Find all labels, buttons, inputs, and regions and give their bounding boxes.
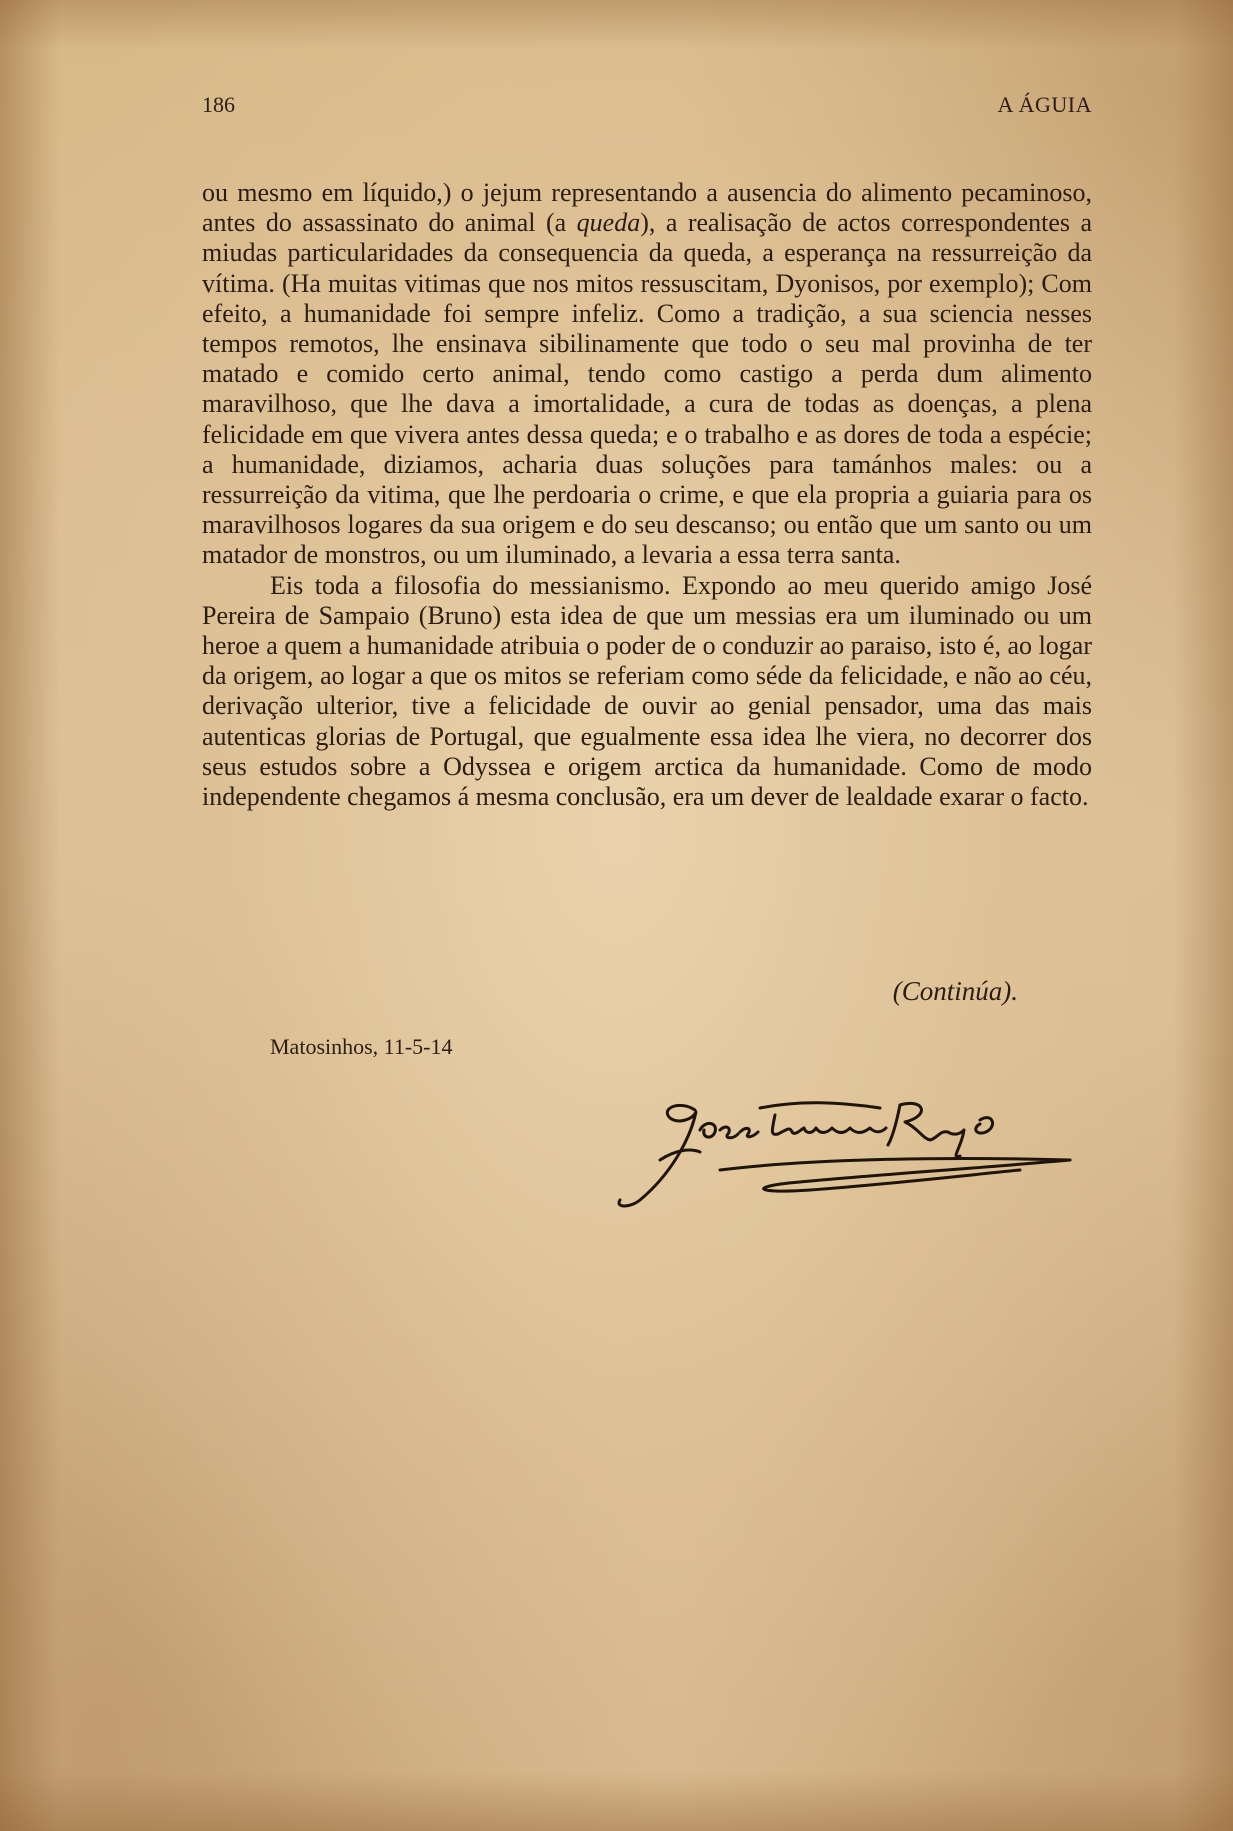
running-head — [202, 92, 1092, 122]
paragraph-2: Eis toda a filosofia do messianismo. Expondo ao meu querido amigo José Pereira de Sampaio (Bruno) esta idea de que um messias era um iluminado ou um heroe a quem a humanidade atribuia o poder de o conduzir ao paraiso, isto é, ao logar da origem, ao logar a que os mitos se referiam como séde da felicidade, e não ao céu, derivação ulterior, tive a felicidade de ouvir ao genial pensador, uma das mais autenticas glorias de Portugal, que egualmente essa idea lhe viera, no decorrer dos seus estudos sobre a Odyssea e origem arctica da humanidade. Como de modo independente chegamos á mesma conclusão, era um dever de lealdade exarar o facto. — [202, 570, 1092, 812]
page-edge-shadow-bottom — [0, 1771, 1233, 1831]
journal-title: A ÁGUIA — [997, 92, 1092, 117]
paragraph-1-italic-word: queda — [576, 208, 641, 238]
place-and-date: Matosinhos, 11-5-14 — [270, 1034, 453, 1059]
page-edge-shadow-top — [0, 0, 1233, 50]
page-number: 186 — [202, 92, 235, 117]
paragraph-continued — [202, 178, 1092, 571]
handwritten-signature — [600, 1090, 1090, 1230]
continued-marker: (Continúa). — [892, 976, 1018, 1006]
paragraph-1-start: ou mesmo em líquido,) o jejum representando a ausencia do alimento pecaminoso, antes do assassinato do animal (a — [202, 178, 1092, 238]
paragraph-1-end: ), a realisação de actos correspondentes a miudas particularidades da consequencia da queda, a esperança na ressurreição da vítima. (Ha muitas vitimas que nos mitos ressuscitam, Dyonisos, por exemplo); Com efeito, a humanidade foi sempre infeliz. Como a tradição, a sua sciencia nesses tempos remotos, lhe ensinava sibilinamente que todo o seu mal provinha de ter matado e comido certo animal, tendo como castigo a perda dum alimento maravilhoso, que lhe dava a imortalidade, a cura de todas as doenças, a plena felicidade em que vivera antes dessa queda; e o trabalho e as dores de toda a espécie; a humanidade, diziamos, acharia duas soluções para tamánhos males: ou a ressurreição da vitima, que lhe perdoaria o crime, e que ela propria a guiaria para os maravilhosos logares da sua origem e do seu descanso; ou então que um santo ou um matador de monstros, ou um iluminado, a levaria a essa terra santa. — [202, 208, 1092, 570]
page-edge-shadow-left — [0, 0, 60, 1831]
signature-drawing — [600, 1090, 1090, 1230]
article-body — [202, 178, 1092, 812]
page-edge-shadow-right — [1173, 0, 1233, 1831]
